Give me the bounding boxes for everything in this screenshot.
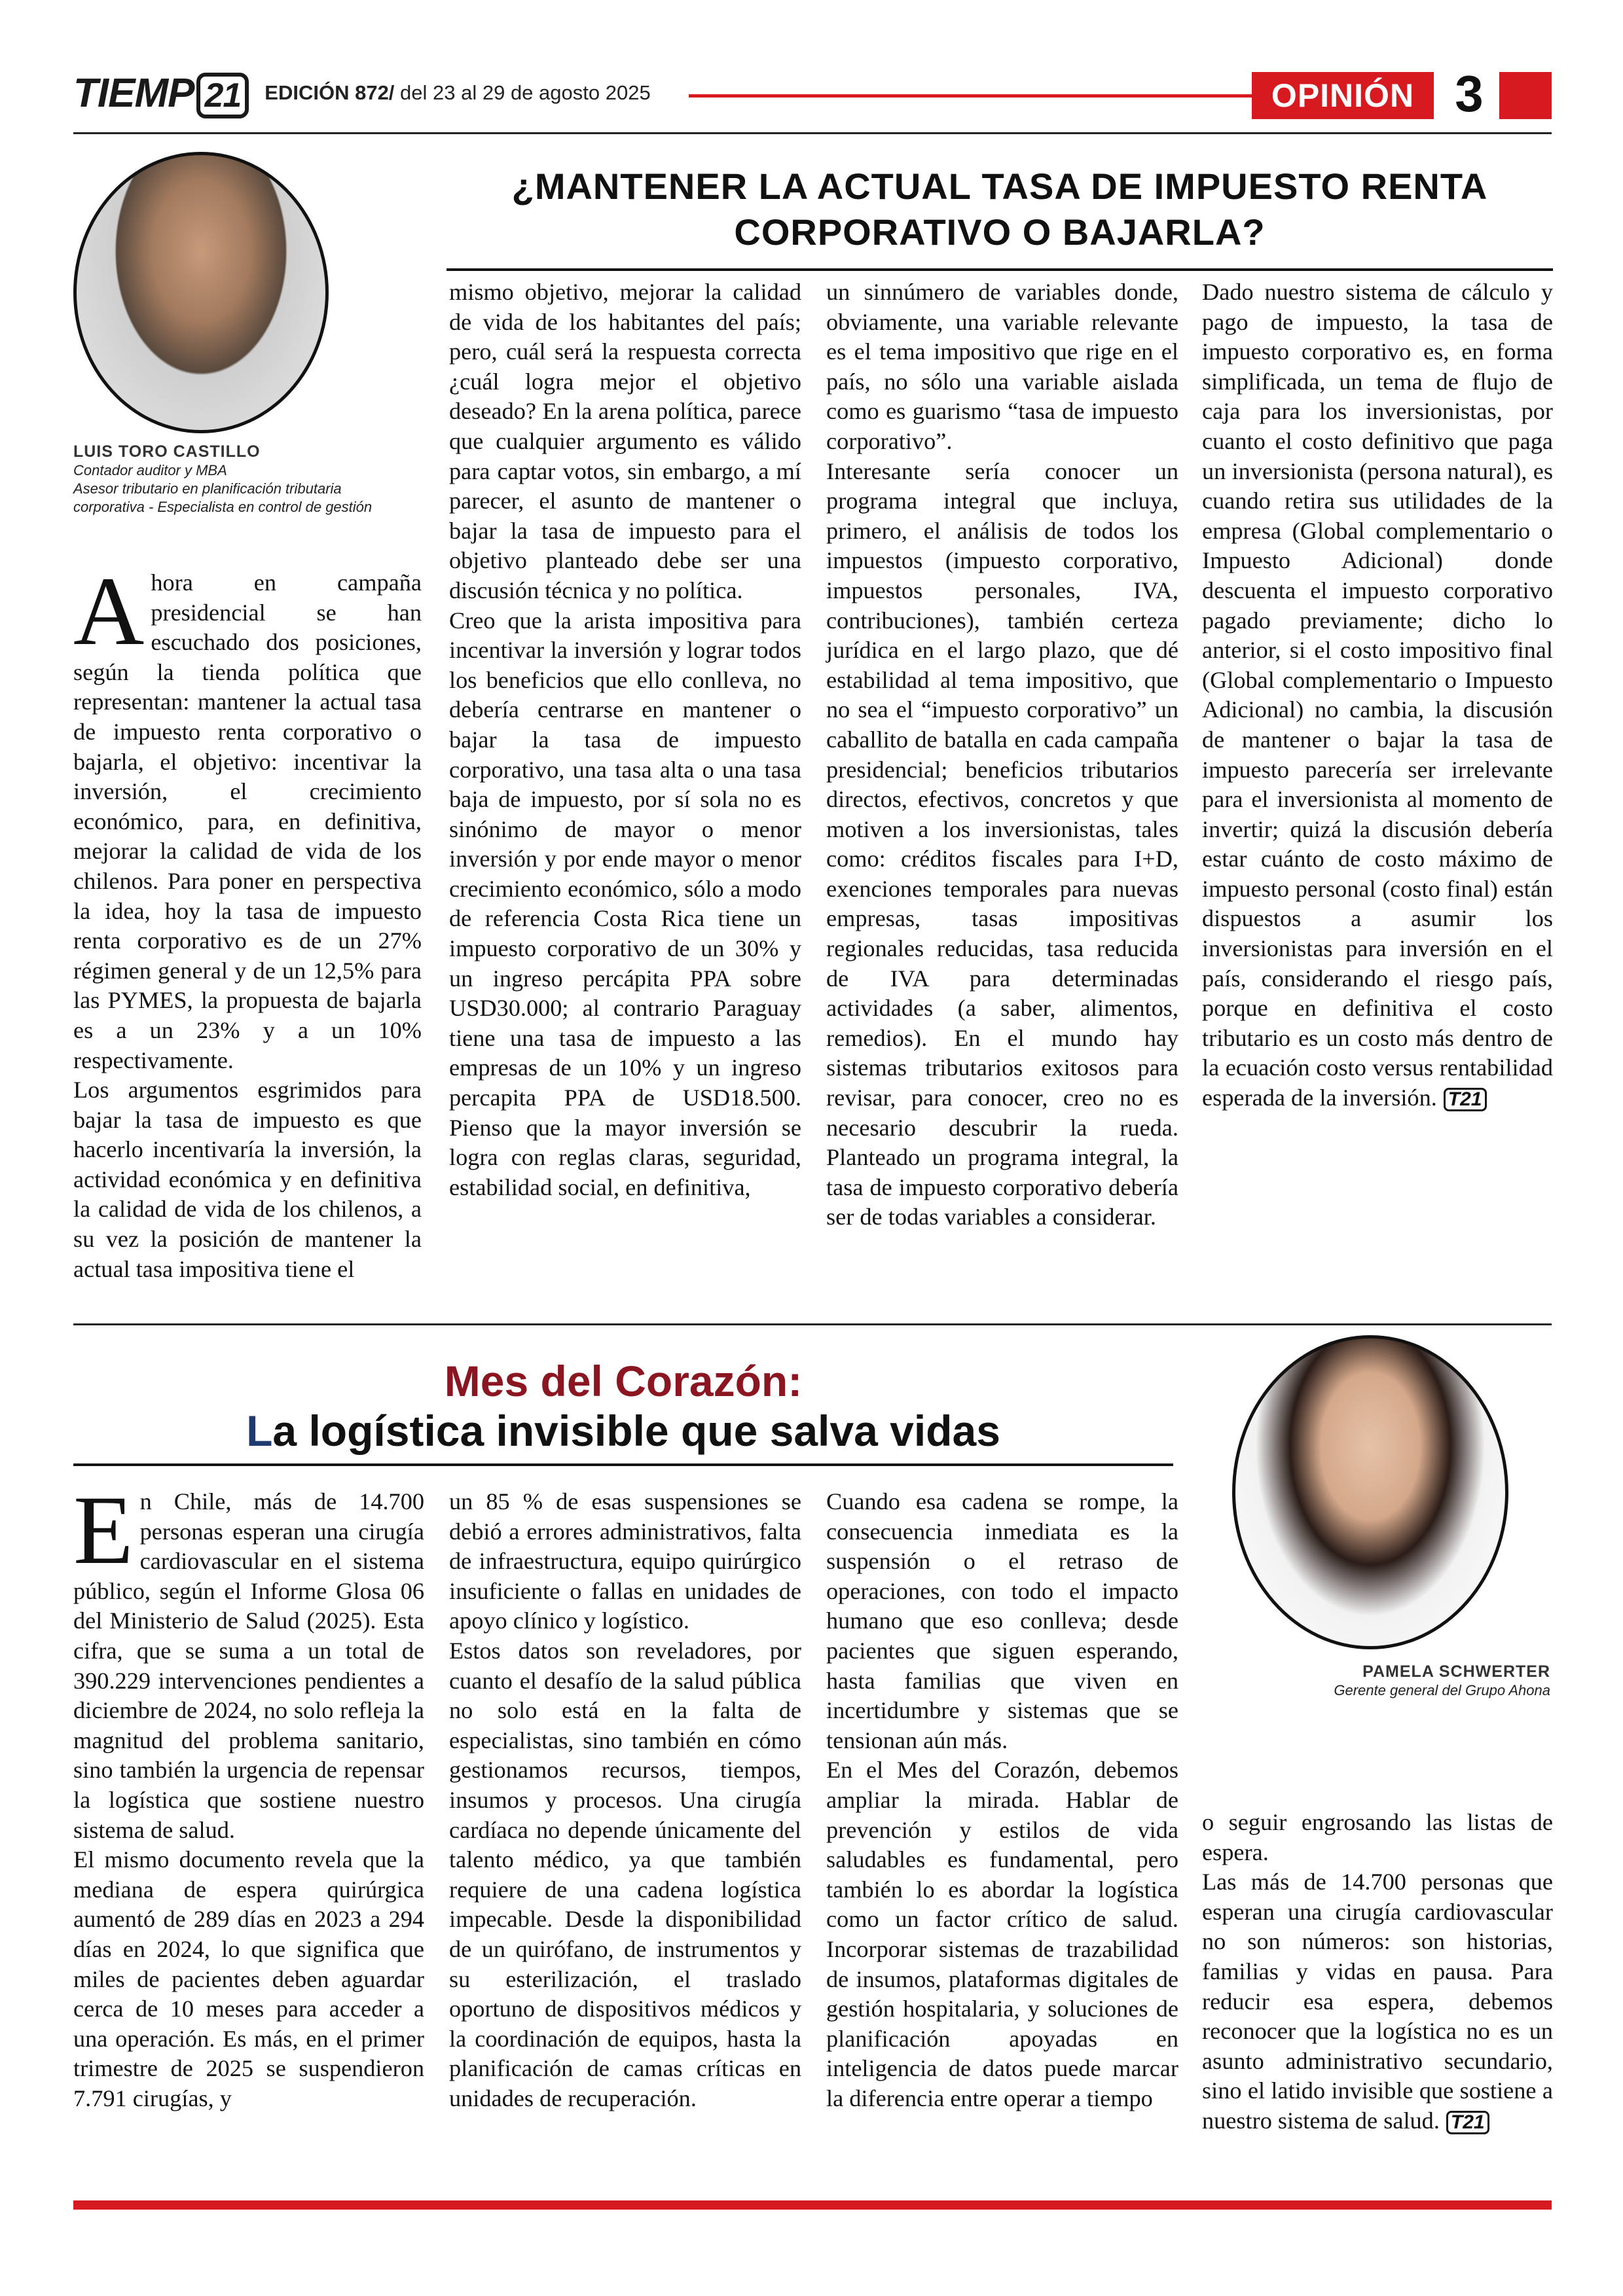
logo-text: TIEMP (73, 70, 194, 116)
paragraph: Dado nuestro sistema de cálculo y pago de impuesto, la tasa de impuesto corporativo es, en forma simplificada, un tema de flujo de caja para los inversionistas, por cuanto el costo definitivo que paga un inversionista (persona natural), es cuando retira sus utilidades de la empresa (Global complementario o Impuesto Adicional) donde descuenta el impuesto corporativo pagado previamente; dicho lo anterior, si el costo impositivo final (Global complementario o Impuesto Adicional) no cambia, la discusión de mantener o bajar la tasa de impuesto parecería ser irrelevante para el inversionista al momento de invertir; quizá la discusión debería estar cuánto de costo máximo de impuesto personal (costo final) están dispuestos a asumir los inversionistas para inversión en el país, considerando el riesgo país, porque en definitiva el costo tributario es un costo más dentro de la ecuación costo versus rentabilidad esperada de la inversión. T21 (1202, 279, 1553, 1111)
end-mark-logo: T21 (1446, 2111, 1489, 2134)
article-1-column-3 (826, 278, 1178, 1232)
author-name: LUIS TORO CASTILLO (73, 442, 261, 461)
edition-number: EDICIÓN 872/ (264, 81, 395, 104)
section-divider (73, 1323, 1552, 1325)
paragraph: El mismo documento revela que la mediana de espera quirúrgica aumentó de 289 días en 2023 a 294 días en 2024, lo que significa que miles de pacientes deben aguardar cerca de 10 meses para acceder a una operación. Es más, en el primer trimestre de 2025 se suspendieron 7.791 cirugías, y (73, 1846, 424, 2111)
article-2-column-2 (449, 1487, 801, 2113)
author-photo-pamela-schwerter (1232, 1335, 1508, 1649)
article-2-column-3 (826, 1487, 1178, 2113)
paragraph: Estos datos son reveladores, por cuanto el desafío de la salud pública no solo está en la falta de especialistas, sino también en cómo gestionamos recursos, tiempos, insumos y procesos. Una cirugía cardíaca no depende únicamente del talento médico, ya que también requiere de una cadena logística impecable. Desde la disponibilidad de un quirófano, de instrumentos y su esterilización, el traslado oportuno de dispositivos médicos y la coordinación de equipos, hasta la planificación de camas críticas en unidades de recuperación. (449, 1637, 801, 2111)
header-red-line (689, 94, 1252, 98)
headline-line-2: CORPORATIVO O BAJARLA? (734, 211, 1266, 253)
article-2-headline-line-1: Mes del Corazón: (444, 1357, 803, 1405)
paragraph: Los argumentos esgrimidos para bajar la tasa de impuesto es que hacerlo incentivaría la inversión, la actividad económica y en definitiva la calidad de vida de los chilenos, a su vez la posición de mantener la actual tasa impositiva tiene el (73, 1077, 422, 1282)
header-red-block (1499, 72, 1552, 119)
author-role: Asesor tributario en planificación tributaria (73, 480, 342, 497)
article-2-column-4 (1202, 1808, 1553, 2136)
headline-rule (73, 1463, 1173, 1466)
paragraph: En Chile, más de 14.700 personas esperan una cirugía cardiovascular en el sistema público, según el Informe Glosa 06 del Ministerio de Salud (2025). Esta cifra, que se suma a un total de 390.229 intervenciones pendientes a diciembre de 2024, no solo refleja la magnitud del problema sanitario, sino también la urgencia de repensar la logística que sostiene nuestro sistema de salud. (73, 1476, 424, 1843)
article-2-headline-line-2: La logística invisible que salva vidas (246, 1407, 1000, 1455)
section-label: OPINIÓN (1252, 72, 1434, 119)
footer-red-bar (73, 2200, 1552, 2210)
paragraph: Cuando esa cadena se rompe, la consecuencia inmediata es la suspensión o el retraso de operaciones, con todo el impacto humano que eso conlleva; desde pacientes que siguen esperando, hasta familias que viven en incertidumbre y sistemas que se tensionan aún más. (826, 1488, 1178, 1753)
article-1-column-2 (449, 278, 801, 1202)
paragraph: un sinnúmero de variables donde, obviamente, una variable relevante es el tema impositivo que rige en el país, no sólo una variable aislada como es guarismo “tasa de impuesto corporativo”. (826, 279, 1178, 454)
author-block-1 (73, 442, 427, 516)
author-name: PAMELA SCHWERTER (1362, 1662, 1550, 1681)
logo-badge: 21 (196, 73, 249, 118)
author-block-2 (1205, 1662, 1550, 1700)
paragraph: Creo que la arista impositiva para incentivar la inversión y lograr todos los beneficios que ello conlleva, no debería centrarse en mantener o bajar la tasa de impuesto corporativo, una tasa alta o una tasa baja de impuesto, por sí sola no es sinónimo de mayor o menor inversión y por ende mayor o menor crecimiento económico, sólo a modo de referencia Costa Rica tiene un impuesto corporativo de un 30% y un ingreso percápita PPA sobre USD30.000; al contrario Paraguay tiene una tasa de impuesto a las empresas de un 10% y un ingreso percapita PPA de USD18.500. Pienso que la mayor inversión se logra con reglas claras, seguridad, estabilidad social, en definitiva, (449, 607, 801, 1200)
author-role: Gerente general del Grupo Ahona (1334, 1682, 1550, 1698)
article-1-column-4 (1202, 278, 1553, 1113)
header-rule (73, 132, 1552, 134)
page-number: 3 (1455, 64, 1484, 122)
paragraph: En el Mes del Corazón, debemos ampliar la mirada. Hablar de prevención y estilos de vida saludables es fundamental, pero también lo es abordar la logística como un factor crítico de salud. Incorporar sistemas de trazabilidad de insumos, plataformas digitales de gestión hospitalaria, y soluciones de planificación apoyadas en inteligencia de datos puede marcar la diferencia entre operar a tiempo (826, 1757, 1178, 2111)
paragraph: Interesante sería conocer un programa integral que incluya, primero, el análisis de todos los impuestos (impuesto corporativo, impuestos personales, IVA, contribuciones), también certeza jurídica en el largo plazo, que dé estabilidad al tema impositivo, que no sea el “impuesto corporativo” un caballito de batalla en cada campaña presidencial; beneficios tributarios directos, efectivos, concretos y que motiven a los inversionistas, tales como: créditos fiscales para I+D, exenciones temporales para nuevas empresas, tasas impositivas regionales reducidas, tasa reducida de IVA para determinadas actividades (a saber, alimentos, remedios). En el mundo hay sistemas tributarios exitosos para revisar, para conocer, creo no es necesario descubrir la rueda. Planteado un programa integral, la tasa de impuesto corporativo debería ser de todas variables a considerar. (826, 457, 1178, 1230)
headline-rule (447, 268, 1553, 271)
drop-cap: A (73, 557, 145, 666)
paragraph: un 85 % de esas suspensiones se debió a errores administrativos, falta de infraestructura, equipo quirúrgico insuficiente o fallas en unidades de apoyo clínico y logístico. (449, 1488, 801, 1634)
article-1-column-1 (73, 557, 422, 1284)
headline-line-1: ¿MANTENER LA ACTUAL TASA DE IMPUESTO RENTA (511, 166, 1488, 207)
newspaper-logo (73, 70, 249, 117)
paragraph: Ahora en campaña presidencial se han escuchado dos posiciones, según la tienda política que representan: mantener la actual tasa de impuesto renta corporativo o bajarla, el objetivo: incentivar la inversión, el crecimiento económico, para, en definitiva, mejorar la calidad de vida de los chilenos. Para poner en perspectiva la idea, hoy la tasa de impuesto renta corporativo es de un 27% régimen general y de un 12,5% para las PYMES, la propuesta de bajarla es a un 23% y a un 10% respectivamente. (73, 557, 422, 1073)
end-mark-logo: T21 (1444, 1088, 1487, 1111)
drop-cap: E (73, 1476, 134, 1585)
paragraph: mismo objetivo, mejorar la calidad de vida de los habitantes del país; pero, cuál será la respuesta correcta ¿cuál logra mejor el objetivo deseado? En la arena política, parece que cualquier argumento es válido para captar votos, sin embargo, a mí parecer, el asunto de mantener o bajar la tasa de impuesto para el objetivo planteado debe ser una discusión técnica y no política. (449, 279, 801, 603)
edition-dates: del 23 al 29 de agosto 2025 (394, 81, 651, 104)
author-role: Contador auditor y MBA (73, 462, 227, 478)
paragraph: Las más de 14.700 personas que esperan una cirugía cardiovascular no son números: son historias, familias y vidas en pausa. Para reducir esa espera, debemos reconocer que la logística no es un asunto administrativo secundario, sino el latido invisible que sostiene a nuestro sistema de salud. T21 (1202, 1869, 1553, 2134)
masthead (73, 67, 651, 119)
author-photo-luis-toro (73, 152, 329, 433)
article-1-headline (447, 164, 1553, 255)
author-role: corporativa - Especialista en control de gestión (73, 499, 373, 515)
paragraph: o seguir engrosando las listas de espera. (1202, 1809, 1553, 1865)
article-2-column-1 (73, 1476, 424, 2113)
edition-info (264, 81, 650, 105)
